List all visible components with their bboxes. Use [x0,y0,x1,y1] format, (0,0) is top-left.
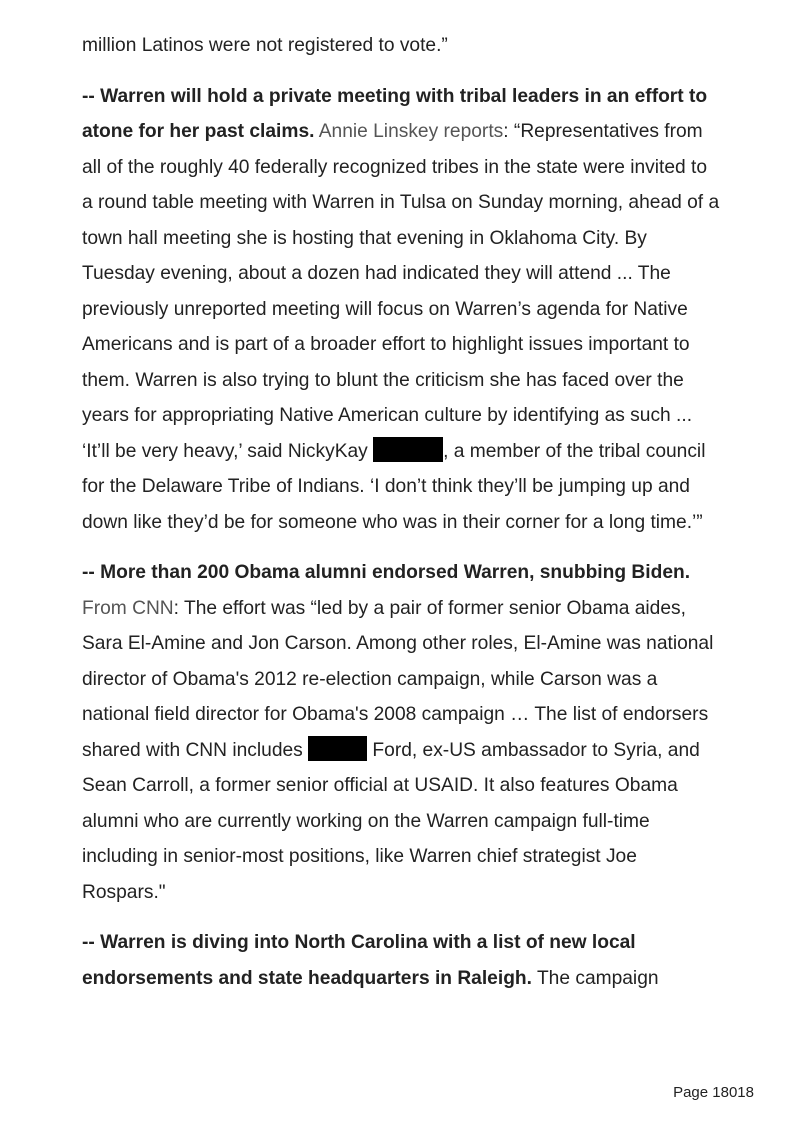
headline-north-carolina: -- Warren is diving into North Carolina with a list of new local endorsements and state headquarters in Raleigh. [82,932,636,989]
paragraph-text: , a member of the tribal council for the Delaware Tribe of Indians. ‘I don’t think they’ll be jumping up and down like they’d be for someone who was in their corner for a long time.’” [82,440,706,533]
paragraph-text: million Latinos were not registered to vote.” [82,35,448,56]
paragraph-latinos [82,28,722,64]
paragraph-north-carolina [82,925,722,996]
paragraph-text: Ford, ex-US ambassador to Syria, and Sean Carroll, a former senior official at USAID. It also features Obama alumni who are currently working on the Warren campaign full-time including in senior-most positions, like Warren chief strategist Joe Rospars." [82,739,700,903]
redaction-block [308,736,367,761]
paragraph-obama-alumni [82,555,722,910]
paragraph-text: “Representatives from all of the roughly 40 federally recognized tribes in the state were invited to a round table meeting with Warren in Tulsa on Sunday morning, ahead of a town hall meeting she is hosting that evening in Oklahoma City. By Tuesday evening, about a dozen had indicated they will attend ... The previously unreported meeting will focus on Warren’s agenda for Native Americans and is part of a broader effort to highlight issues important to them. Warren is also trying to blunt the criticism she has faced over the years for appropriating Native American culture by identifying as such ... ‘It’ll be very heavy,’ said NickyKay [82,121,720,462]
source-link-cnn[interactable]: From CNN [82,597,174,619]
page-number: Page 18018 [673,1084,754,1101]
headline-obama-alumni: -- More than 200 Obama alumni endorsed Warren, snubbing Biden. [82,562,691,583]
paragraph-text: : The effort was “led by a pair of former senior Obama aides, Sara El-Amine and Jon Carson. Among other roles, El-Amine was national director of Obama's 2012 re-election campaign, while Carson was a national field director for Obama's 2008 campaign … The list of endorsers shared with CNN includes [82,597,714,761]
paragraph-text: The campaign [531,967,659,989]
document-body [82,28,722,1011]
headline-tribal-leaders: -- Warren will hold a private meeting with tribal leaders in an effort to atone for her past claims. [82,85,708,142]
paragraph-tribal-leaders [82,79,722,541]
redaction-block [373,437,443,462]
source-link-linskey[interactable]: Annie Linskey reports [318,121,504,142]
colon: : [503,121,509,142]
